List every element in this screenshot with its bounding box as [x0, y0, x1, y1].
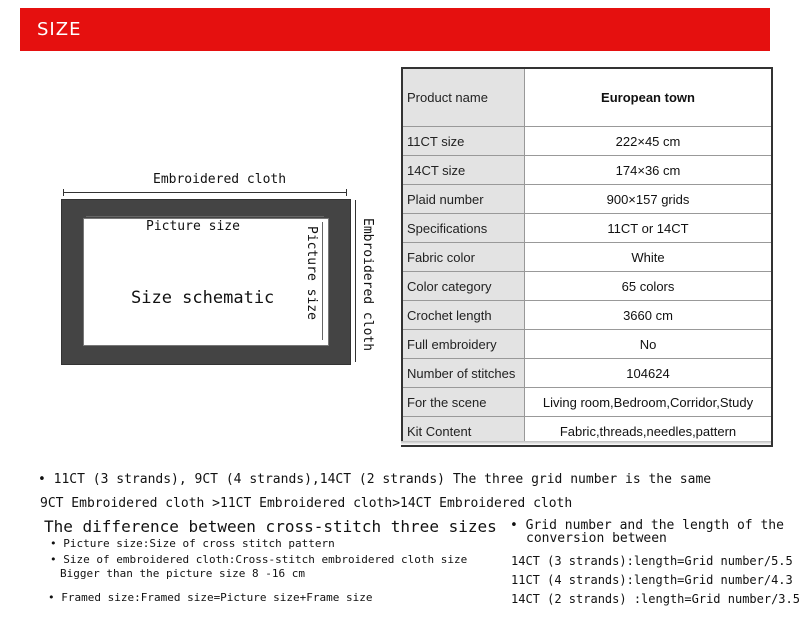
conversion-14ct-3-strands: 14CT (3 strands):length=Grid number/5.5 — [511, 554, 793, 568]
table-row — [402, 272, 772, 301]
conversion-title: • Grid number and the length of the — [510, 518, 784, 533]
spec-value: 174×36 cm — [525, 156, 773, 185]
picture-size-note: • Picture size:Size of cross stitch pattern — [50, 537, 335, 550]
cloth-size-note: • Size of embroidered cloth:Cross-stitch embroidered cloth size — [50, 553, 468, 566]
picture-height-arrow — [322, 222, 323, 340]
schematic-title: Size schematic — [131, 288, 275, 308]
frame-inner — [83, 218, 329, 346]
spec-value: 65 colors — [525, 272, 773, 301]
spec-key: Color category — [402, 272, 525, 301]
product-spec-table — [401, 67, 773, 447]
table-row — [402, 301, 772, 330]
table-row — [402, 388, 772, 417]
spec-key: Full embroidery — [402, 330, 525, 359]
arrow-tick — [63, 189, 64, 196]
spec-key: Fabric color — [402, 243, 525, 272]
arrow-tick — [346, 189, 347, 196]
spec-key: Plaid number — [402, 185, 525, 214]
spec-value: 104624 — [525, 359, 773, 388]
table-row — [402, 68, 772, 127]
spec-key: 11CT size — [402, 127, 525, 156]
spec-value: 3660 cm — [525, 301, 773, 330]
spec-key: Product name — [402, 68, 525, 127]
table-shadow — [401, 441, 771, 445]
spec-value: 11CT or 14CT — [525, 214, 773, 243]
spec-value: 900×157 grids — [525, 185, 773, 214]
spec-key: Number of stitches — [402, 359, 525, 388]
table-row — [402, 156, 772, 185]
size-banner — [20, 8, 770, 51]
cloth-width-arrow — [64, 192, 346, 193]
conversion-14ct-2-strands: 14CT (2 strands) :length=Grid number/3.5 — [511, 592, 800, 606]
spec-value: European town — [525, 68, 773, 127]
embroidered-cloth-label: Embroidered cloth — [153, 172, 287, 187]
strands-note: • 11CT (3 strands), 9CT (4 strands),14CT (2 strands) The three grid number is the same — [38, 472, 712, 487]
cloth-compare-note: 9CT Embroidered cloth >11CT Embroidered cloth>14CT Embroidered cloth — [40, 496, 573, 511]
embroidered-cloth-vertical-label: Embroidered cloth — [360, 218, 375, 352]
table-row — [402, 359, 772, 388]
difference-title: The difference between cross-stitch three sizes — [44, 517, 497, 536]
spec-value: Fabric,threads,needles,pattern — [525, 417, 773, 447]
table-row — [402, 243, 772, 272]
table-row — [402, 214, 772, 243]
spec-key: Specifications — [402, 214, 525, 243]
cloth-size-note-continued: Bigger than the picture size 8 -16 cm — [60, 567, 306, 580]
picture-width-arrow — [86, 216, 324, 217]
spec-key: 14CT size — [402, 156, 525, 185]
spec-key: Kit Content — [402, 417, 525, 447]
spec-value: No — [525, 330, 773, 359]
cloth-height-arrow — [355, 200, 356, 362]
spec-key: For the scene — [402, 388, 525, 417]
table-row — [402, 330, 772, 359]
spec-value: 222×45 cm — [525, 127, 773, 156]
table-row — [402, 127, 772, 156]
conversion-title-continued: conversion between — [526, 531, 667, 546]
banner-title: SIZE — [37, 19, 82, 40]
picture-size-vertical-label: Picture size — [304, 226, 319, 320]
spec-value: Living room,Bedroom,Corridor,Study — [525, 388, 773, 417]
spec-key: Crochet length — [402, 301, 525, 330]
table-row — [402, 185, 772, 214]
framed-size-note: • Framed size:Framed size=Picture size+Frame size — [48, 591, 373, 604]
spec-value: White — [525, 243, 773, 272]
conversion-11ct-4-strands: 11CT (4 strands):length=Grid number/4.3 — [511, 573, 793, 587]
picture-size-label: Picture size — [146, 219, 240, 234]
size-schematic — [0, 160, 390, 400]
